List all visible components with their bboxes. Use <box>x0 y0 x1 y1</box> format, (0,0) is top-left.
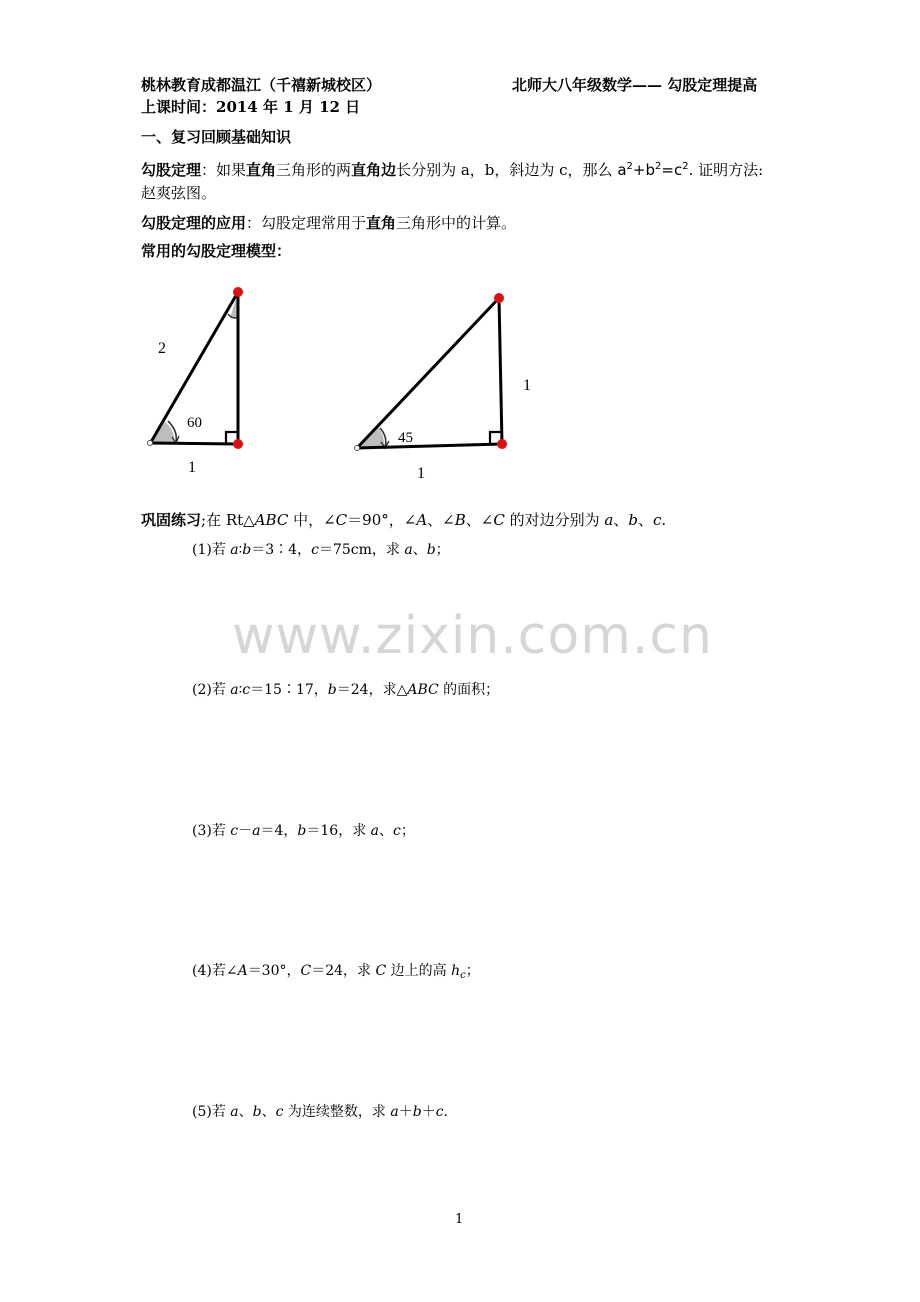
q-var: C <box>375 963 387 979</box>
practice-var: b <box>628 511 638 529</box>
q-var: b <box>426 542 436 558</box>
q-text: 的面积； <box>438 682 500 698</box>
q-text: ＝30°， <box>247 963 301 979</box>
base-label-1: 1 <box>188 459 196 476</box>
theorem-line2: 赵爽弦图。 <box>141 184 217 202</box>
q-text: 为连续整数，求 <box>283 1104 391 1120</box>
q-var: a <box>390 1104 399 1120</box>
application-text: 三角形中的计算。 <box>396 214 517 232</box>
application-keyword: 直角 <box>366 214 397 232</box>
q-var: c <box>435 1104 444 1120</box>
theorem-text: ：如果 <box>201 161 247 179</box>
practice-label: 巩固练习 <box>141 511 202 529</box>
header-left: 桃林教育成都温江（千禧新城校区） <box>141 76 382 94</box>
section-title: 一、复习回顾基础知识 <box>141 128 292 146</box>
question-1 <box>192 541 450 559</box>
vertex-point <box>355 446 360 451</box>
practice-text: . <box>661 511 667 529</box>
page-number: 1 <box>455 1212 464 1227</box>
q-var: b <box>327 682 337 698</box>
practice-text: 、∠ <box>465 511 494 529</box>
practice-text: 、 <box>613 511 629 529</box>
practice-intro <box>141 511 666 529</box>
q-var-subscript: c <box>460 970 466 981</box>
theorem-keyword: 直角 <box>246 161 277 179</box>
q-text: ＝75cm，求 <box>318 542 405 558</box>
q-var: b <box>252 1104 262 1120</box>
q-text: ； <box>400 823 415 839</box>
watermark: www.zixin.com.cn <box>232 606 713 666</box>
formula-part: a <box>617 161 627 179</box>
q-text: ＝16，求 <box>306 823 371 839</box>
q-var: c <box>230 823 239 839</box>
vertex-point <box>233 439 243 449</box>
side-label-1: 1 <box>523 377 531 394</box>
q-text: ∶ <box>238 682 243 698</box>
application-text: ：勾股定理常用于 <box>246 214 367 232</box>
q-text: 、 <box>412 542 427 558</box>
formula-part: =c <box>661 161 683 179</box>
q-var: b <box>412 1104 422 1120</box>
q-var: a <box>370 823 379 839</box>
practice-var: C <box>493 511 505 529</box>
question-4 <box>192 962 480 985</box>
q-text: 、 <box>379 823 393 839</box>
q-text: ＋ <box>421 1104 436 1120</box>
theorem-text: . 证明方法: <box>688 161 764 179</box>
q-text: (2)若 <box>192 682 231 698</box>
theorem-paragraph <box>141 158 763 179</box>
question-3 <box>192 822 415 840</box>
q-var: ABC <box>407 682 439 698</box>
q-text: ＋ <box>398 1104 413 1120</box>
question-2 <box>192 681 499 699</box>
triangle-figures <box>0 270 920 490</box>
q-var: h <box>451 963 461 979</box>
q-text: (1)若 <box>192 542 231 558</box>
q-var: C <box>300 963 312 979</box>
q-text: 、 <box>261 1104 276 1120</box>
models-title: 常用的勾股定理模型： <box>141 242 292 260</box>
practice-text: 、 <box>637 511 653 529</box>
q-var: c <box>275 1104 284 1120</box>
q-text: (4)若∠ <box>192 963 238 979</box>
q-text: ＝24，求△ <box>336 682 408 698</box>
q-var: a <box>252 823 261 839</box>
theorem-formula <box>617 161 688 179</box>
class-time: 上课时间：2014 年 1 月 12 日 <box>141 98 361 116</box>
q-var: a <box>230 682 239 698</box>
base-label-1: 1 <box>417 465 425 482</box>
practice-var: C <box>335 511 348 529</box>
q-text: (5)若 <box>192 1104 231 1120</box>
q-text: － <box>238 823 253 839</box>
triangle-45-figure <box>355 293 532 482</box>
practice-text: 的对边分别为 <box>504 511 605 529</box>
q-text: 、 <box>238 1104 253 1120</box>
vertex-point <box>494 293 504 303</box>
triangle-60-figure <box>148 287 244 476</box>
q-text: ∶ <box>238 542 243 558</box>
practice-text: ;在 Rt△ <box>201 511 255 529</box>
q-text: ； <box>435 542 450 558</box>
q-var: a <box>404 542 413 558</box>
vertex-point <box>233 287 243 297</box>
q-var: c <box>311 542 319 558</box>
q-var: A <box>237 963 248 979</box>
q-var: c <box>242 682 251 698</box>
q-var: a <box>230 1104 239 1120</box>
theorem-keyword: 直角边 <box>351 161 397 179</box>
q-text: ＝24，求 <box>311 963 376 979</box>
q-text: . <box>443 1104 448 1120</box>
vertical-leg-line <box>499 298 502 444</box>
practice-text: ＝90°，∠ <box>347 511 417 529</box>
practice-var: A <box>416 511 428 529</box>
formula-exponent: 2 <box>626 161 633 172</box>
practice-var: ABC <box>254 511 289 529</box>
q-text: ＝3∶4， <box>251 542 312 558</box>
q-var: c <box>393 823 401 839</box>
theorem-text: 长分别为 a，b，斜边为 c，那么 <box>396 161 618 179</box>
application-paragraph <box>141 214 516 232</box>
theorem-text: 三角形的两 <box>276 161 352 179</box>
formula-exponent: 2 <box>682 161 689 172</box>
q-text: ＝15∶17， <box>250 682 328 698</box>
angle-label-45: 45 <box>398 430 413 446</box>
question-5 <box>192 1103 448 1121</box>
practice-text: 、∠ <box>427 511 455 529</box>
q-var: b <box>242 542 252 558</box>
q-text: (3)若 <box>192 823 231 839</box>
q-var: a <box>230 542 239 558</box>
vertex-point <box>148 441 153 446</box>
application-label: 勾股定理的应用 <box>141 214 247 232</box>
q-text: ＝4， <box>260 823 298 839</box>
practice-var: B <box>454 511 466 529</box>
formula-part: +b <box>632 161 656 179</box>
q-text: 边上的高 <box>386 963 452 979</box>
practice-var: a <box>604 511 614 529</box>
q-var: b <box>297 823 307 839</box>
q-text: ； <box>465 963 480 979</box>
hyp-label-2: 2 <box>158 340 166 357</box>
formula-exponent: 2 <box>655 161 662 172</box>
practice-var: c <box>652 511 662 529</box>
practice-text: 中，∠ <box>288 511 336 529</box>
header-right: 北师大八年级数学—— 勾股定理提高 <box>512 76 758 94</box>
theorem-label: 勾股定理 <box>141 161 202 179</box>
angle-label-60: 60 <box>187 415 202 431</box>
hypotenuse-line <box>357 298 499 448</box>
vertex-point <box>497 439 507 449</box>
